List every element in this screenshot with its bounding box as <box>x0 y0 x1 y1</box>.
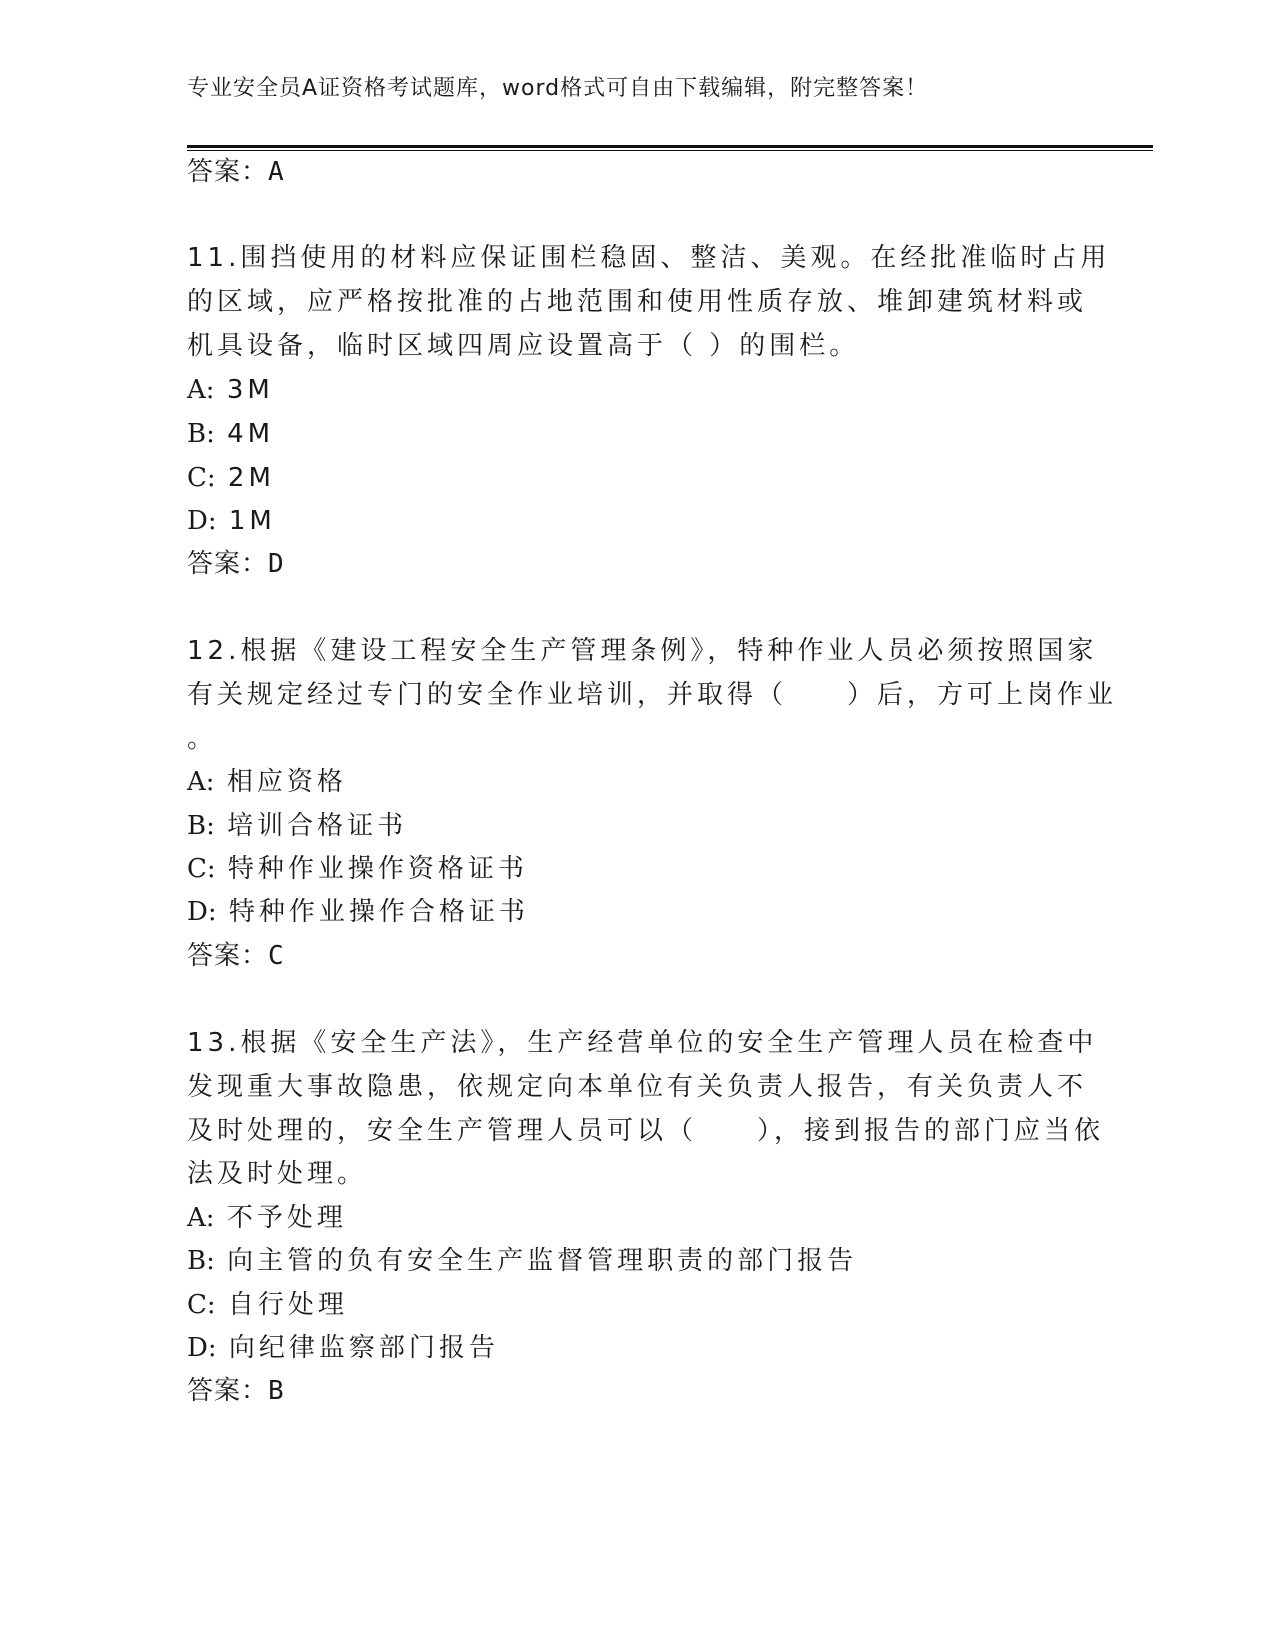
answer-value: B <box>268 1376 285 1406</box>
option-text: 自行处理 <box>227 1290 348 1320</box>
option-text: 相应资格 <box>226 767 347 797</box>
option-text: 2M <box>227 463 275 493</box>
option-text: 不予处理 <box>226 1203 347 1233</box>
option-text: 特种作业操作合格证书 <box>228 897 529 927</box>
page-header-text: 专业安全员A证资格考试题库，word格式可自由下载编辑，附完整答案！ <box>187 76 929 101</box>
option-key: D: <box>187 897 217 927</box>
question-text-line: 机具设备，临时区域四周应设置高于（ ）的围栏。 <box>187 331 860 361</box>
option-key: C: <box>187 1290 216 1320</box>
option-c <box>187 851 528 887</box>
option-d <box>187 503 276 539</box>
answer-label: 答案： <box>187 1376 269 1406</box>
header-rule-thin <box>187 150 1153 151</box>
option-c <box>187 460 275 496</box>
option-key: A: <box>187 375 215 405</box>
option-key: A: <box>187 1203 215 1233</box>
question-text-line: 发现重大事故隐患，依规定向本单位有关负责人报告，有关负责人不 <box>187 1072 1088 1102</box>
option-d <box>187 1330 499 1366</box>
answer-value: A <box>268 157 285 187</box>
answer-value: C <box>268 941 285 971</box>
header-rule-thick <box>187 145 1153 148</box>
option-text: 特种作业操作资格证书 <box>227 854 528 884</box>
option-text: 1M <box>228 506 276 536</box>
answer-label: 答案： <box>187 549 269 579</box>
question-text-line: 12.根据《建设工程安全生产管理条例》，特种作业人员必须按照国家 <box>187 636 1098 666</box>
option-key: D: <box>187 506 217 536</box>
answer-line <box>187 938 285 974</box>
answer-line <box>187 546 285 582</box>
question-text-line: 的区域，应严格按批准的占地范围和使用性质存放、堆卸建筑材料或 <box>187 287 1088 317</box>
option-text: 向纪律监察部门报告 <box>228 1333 499 1363</box>
option-a <box>187 1200 347 1236</box>
option-c <box>187 1287 348 1323</box>
option-b <box>187 416 274 452</box>
question-text-line: 及时处理的，安全生产管理人员可以（ ），接到报告的部门应当依 <box>187 1116 1105 1146</box>
option-key: D: <box>187 1333 217 1363</box>
option-d <box>187 894 529 930</box>
question-text-line: 。 <box>187 724 218 754</box>
option-text: 3M <box>226 375 274 405</box>
question-text-line: 法及时处理。 <box>187 1159 368 1189</box>
answer-value: D <box>268 549 285 579</box>
option-b <box>187 808 407 844</box>
option-key: B: <box>187 811 215 841</box>
option-key: C: <box>187 854 216 884</box>
answer-line <box>187 154 285 190</box>
option-text: 培训合格证书 <box>227 811 408 841</box>
option-text: 向主管的负有安全生产监督管理职责的部门报告 <box>227 1246 858 1276</box>
answer-label: 答案： <box>187 941 269 971</box>
answer-line <box>187 1373 285 1409</box>
option-key: C: <box>187 463 216 493</box>
option-a <box>187 764 347 800</box>
option-key: B: <box>187 1246 215 1276</box>
option-key: A: <box>187 767 215 797</box>
answer-label: 答案： <box>187 157 269 187</box>
option-key: B: <box>187 419 215 449</box>
question-text-line: 13.根据《安全生产法》，生产经营单位的安全生产管理人员在检查中 <box>187 1028 1098 1058</box>
option-a <box>187 372 274 408</box>
option-text: 4M <box>227 419 275 449</box>
question-text-line: 有关规定经过专门的安全作业培训，并取得（ ）后，方可上岗作业 <box>187 680 1118 710</box>
question-text-line: 11.围挡使用的材料应保证围栏稳固、整洁、美观。在经批准临时占用 <box>187 243 1111 273</box>
option-b <box>187 1243 857 1279</box>
